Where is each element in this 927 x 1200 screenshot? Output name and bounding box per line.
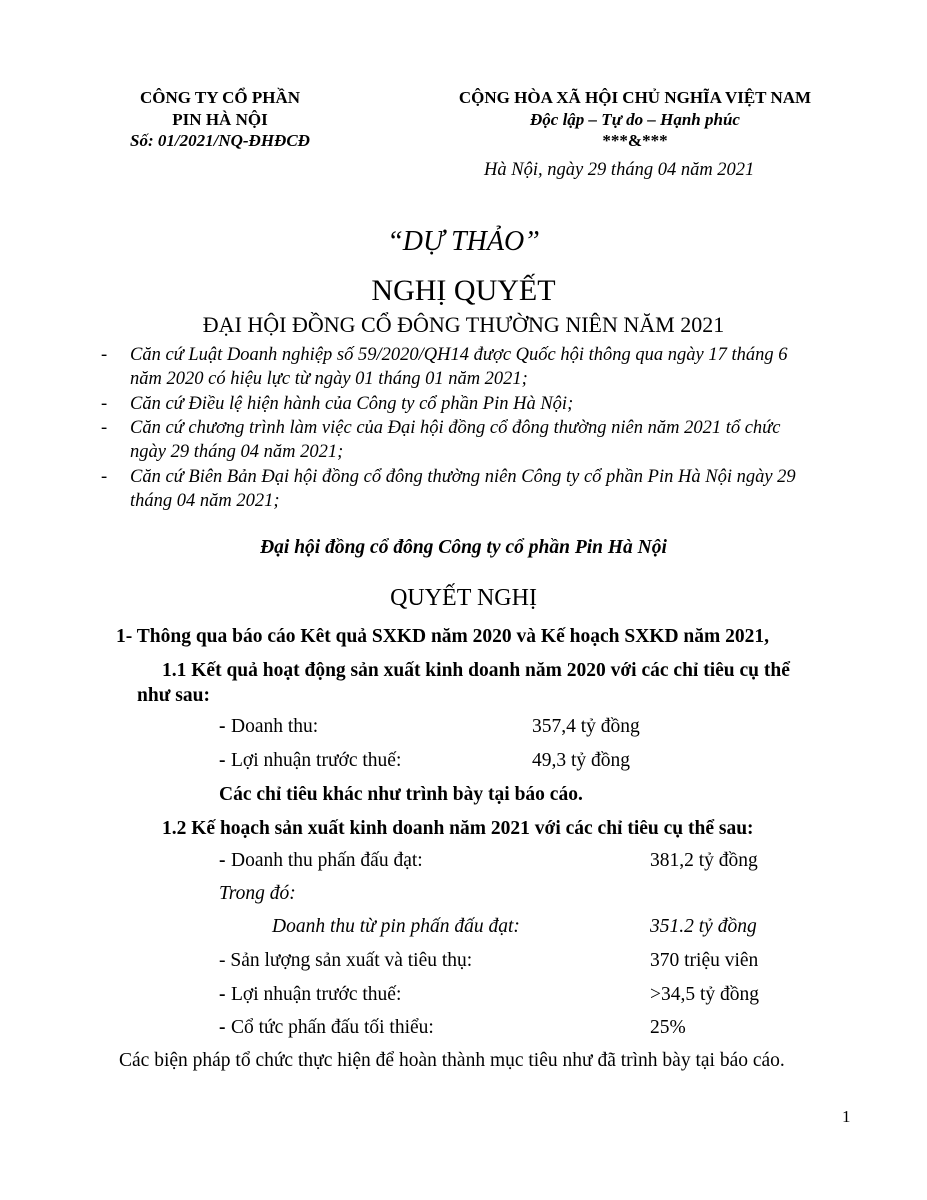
plan-value-profit: >34,5 tỷ đồng [650, 984, 760, 1005]
list-dash: - [101, 418, 108, 438]
plan-label-output: - Sản lượng sản xuất và tiêu thụ: [219, 950, 473, 971]
basis-item-1-line2: năm 2020 có hiệu lực từ ngày 01 tháng 01 năm 2021; [130, 369, 528, 389]
result-label-profit: Lợi nhuận trước thuế: [231, 750, 402, 771]
document-number: Số: 01/2021/NQ-ĐHĐCĐ [130, 131, 310, 150]
plan-value-dividend: 25% [650, 1017, 686, 1038]
nation-title: CỘNG HÒA XÃ HỘI CHỦ NGHĨA VIỆT NAM [458, 88, 812, 107]
plan-label-dividend: Cổ tức phấn đấu tối thiểu: [231, 1017, 434, 1038]
company-name-line1: CÔNG TY CỔ PHẦN [139, 88, 301, 107]
plan-label-revenue: Doanh thu phấn đấu đạt: [231, 850, 423, 871]
plan-value-battery-revenue: 351.2 tỷ đồng [650, 916, 757, 937]
basis-item-3-line1: Căn cứ chương trình làm việc của Đại hội đồng cổ đông thường niên năm 2021 tổ chức [130, 418, 781, 438]
result-label-revenue: Doanh thu: [231, 716, 319, 737]
national-motto: Độc lập – Tự do – Hạnh phúc [530, 110, 740, 129]
basis-item-4-line1: Căn cứ Biên Bản Đại hội đồng cổ đông thường niên Công ty cổ phần Pin Hà Nội ngày 29 [130, 467, 796, 487]
page-number: 1 [842, 1107, 851, 1126]
section-1-1-heading-cont: như sau: [137, 685, 210, 706]
plan-value-revenue: 381,2 tỷ đồng [650, 850, 758, 871]
header-separator: ***&*** [602, 131, 668, 150]
basis-item-1-line1: Căn cứ Luật Doanh nghiệp số 59/2020/QH14 được Quốc hội thông qua ngày 17 tháng 6 [130, 345, 788, 365]
in-which-label: Trong đó: [219, 883, 296, 904]
draft-label: “DỰ THẢO” [387, 226, 540, 257]
section-1-2-heading: 1.2 Kế hoạch sản xuất kinh doanh năm 2021 với các chỉ tiêu cụ thể sau: [162, 818, 754, 839]
assembly-name: Đại hội đồng cổ đông Công ty cổ phần Pin Hà Nội [260, 537, 667, 558]
row-dash: - [219, 984, 226, 1005]
result-value-revenue: 357,4 tỷ đồng [532, 716, 640, 737]
company-name-line2: PIN HÀ NỘI [172, 110, 268, 129]
basis-item-3-line2: ngày 29 tháng 04 năm 2021; [130, 442, 344, 462]
row-dash: - [219, 716, 226, 737]
basis-item-2-line1: Căn cứ Điều lệ hiện hành của Công ty cổ phần Pin Hà Nội; [130, 394, 574, 414]
result-value-profit: 49,3 tỷ đồng [532, 750, 631, 771]
plan-label-battery-revenue: Doanh thu từ pin phấn đấu đạt: [272, 916, 520, 937]
section-1-1-heading: 1.1 Kết quả hoạt động sản xuất kinh doanh năm 2020 với các chỉ tiêu cụ thể [162, 660, 790, 681]
place-date: Hà Nội, ngày 29 tháng 04 năm 2021 [484, 160, 755, 180]
plan-value-output: 370 triệu viên [650, 950, 759, 971]
list-dash: - [101, 467, 108, 487]
list-dash: - [101, 345, 108, 365]
basis-item-4-line2: tháng 04 năm 2021; [130, 491, 280, 511]
item-1-heading: 1- Thông qua báo cáo Kêt quả SXKD năm 2020 và Kế hoạch SXKD năm 2021, [116, 626, 769, 647]
row-dash: - [219, 750, 226, 771]
document-subtitle: ĐẠI HỘI ĐỒNG CỔ ĐÔNG THƯỜNG NIÊN NĂM 2021 [202, 312, 725, 337]
resolves-heading: QUYẾT NGHỊ [390, 585, 537, 611]
measures-text: Các biện pháp tổ chức thực hiện để hoàn thành mục tiêu như đã trình bày tại báo cáo. [119, 1050, 785, 1071]
row-dash: - [219, 1017, 226, 1038]
document-title: NGHỊ QUYẾT [371, 274, 556, 307]
results-note: Các chỉ tiêu khác như trình bày tại báo cáo. [219, 784, 583, 805]
list-dash: - [101, 394, 108, 414]
plan-label-profit: Lợi nhuận trước thuế: [231, 984, 402, 1005]
row-dash: - [219, 850, 226, 871]
